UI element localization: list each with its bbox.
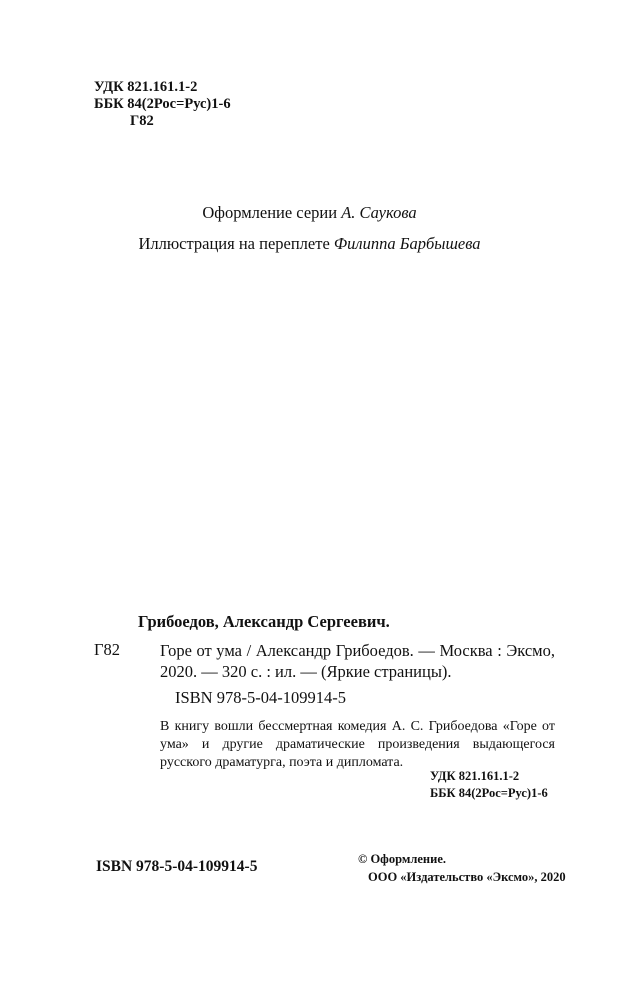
catalog-udk: УДК 821.161.1-2 <box>430 769 520 783</box>
catalog-codes <box>430 768 548 802</box>
series-design-credit <box>0 203 619 223</box>
cover-illustration-label: Иллюстрация на переплете <box>138 234 330 253</box>
classification-codes <box>94 79 231 130</box>
series-design-label: Оформление серии <box>202 203 338 222</box>
annotation: В книгу вошли бессмертная комедия А. С. Грибоедова «Горе от ума» и другие драматические произведения выдающегося русского драматурга, поэта и дипломата. <box>160 719 555 770</box>
copyright-line-1: © Оформление. <box>358 852 447 866</box>
cover-illustration-credit <box>0 234 619 254</box>
footer-isbn: ISBN 978-5-04-109914-5 <box>96 858 258 875</box>
author-heading: Грибоедов, Александр Сергеевич. <box>138 612 390 631</box>
author-mark: Г82 <box>130 113 154 129</box>
catalog-author-mark: Г82 <box>94 640 121 659</box>
catalog-isbn: ISBN 978-5-04-109914-5 <box>175 688 346 707</box>
series-design-name: А. Саукова <box>341 203 417 222</box>
catalog-bbk: ББК 84(2Рос=Рус)1-6 <box>430 786 548 800</box>
bbk-code: ББК 84(2Рос=Рус)1-6 <box>94 96 231 112</box>
copyright-block <box>358 850 566 886</box>
udk-code: УДК 821.161.1-2 <box>94 79 198 95</box>
cover-illustration-name: Филиппа Барбышева <box>333 234 481 253</box>
bibliographic-description: Горе от ума / Александр Грибоедов. — Москва : Эксмо, 2020. — 320 с. : ил. — (Яркие страницы). <box>160 641 555 681</box>
copyright-line-2: ООО «Издательство «Эксмо», 2020 <box>368 870 566 884</box>
